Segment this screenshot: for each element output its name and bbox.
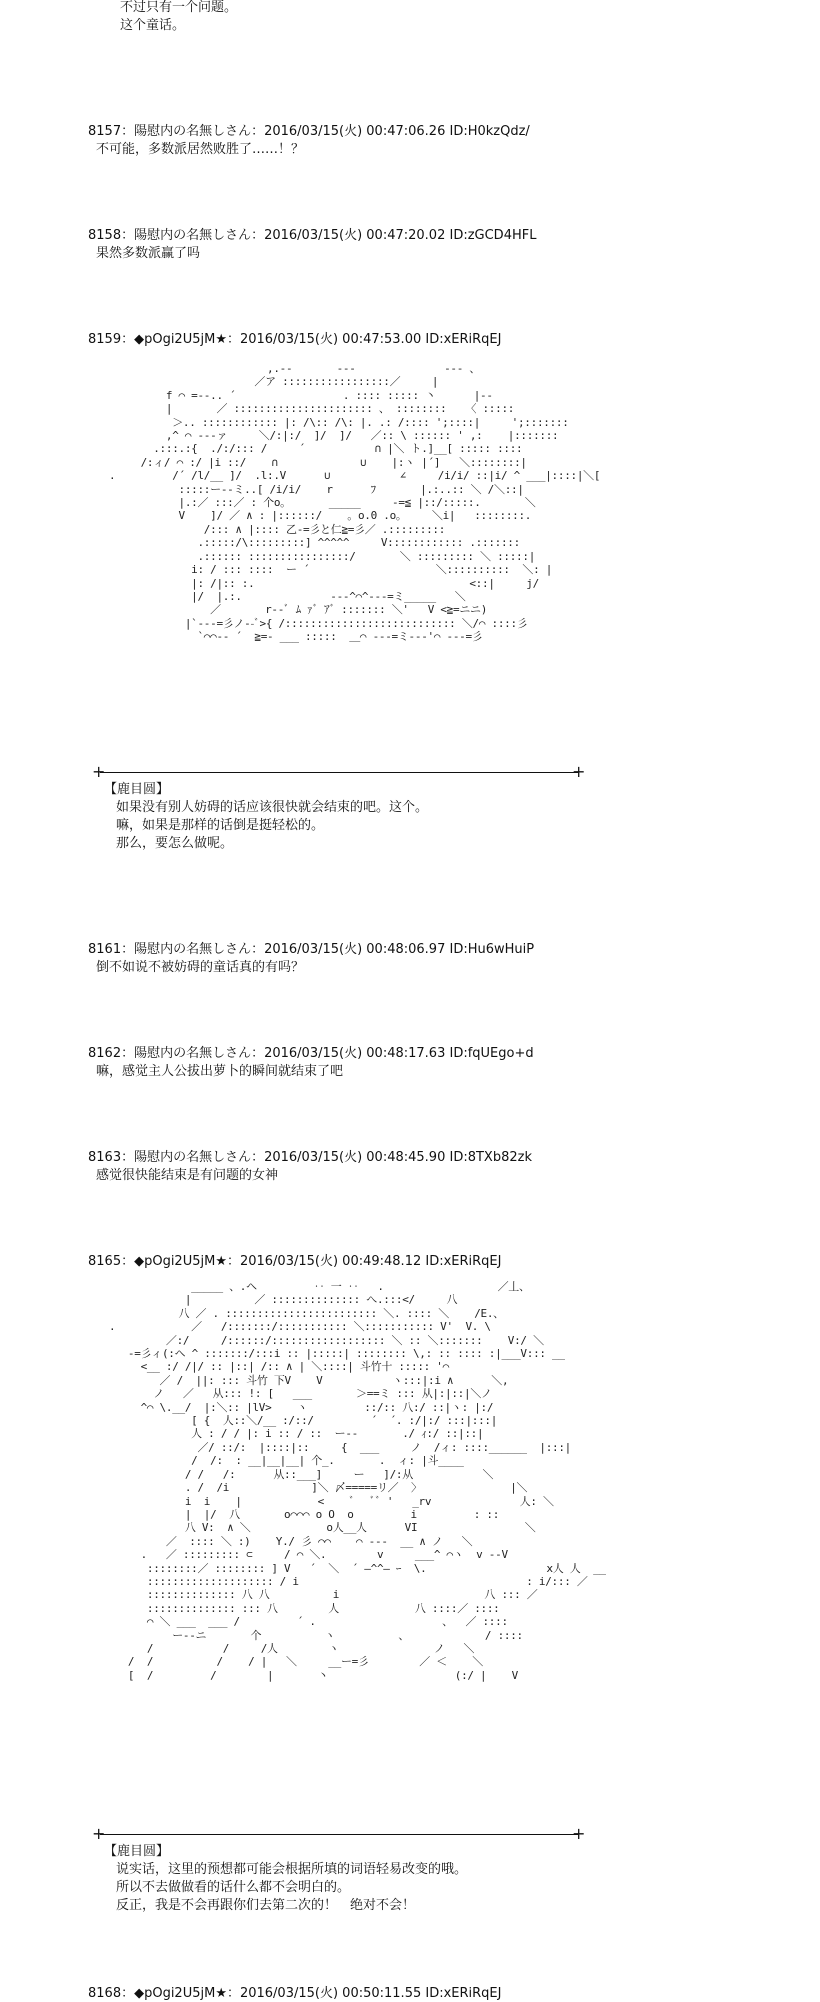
dialog-line: 嘛，如果是那样的话倒是挺轻松的。 (116, 818, 325, 833)
post-header: 8161：陽慰内の名無しさん：2016/03/15(火) 00:48:06.97 ID:Hu6wHuiP (88, 942, 535, 957)
post-body-line: 果然多数派赢了吗 (96, 246, 201, 261)
dialog-line: 如果没有别人妨碍的话应该很快就会结束的吧。这个。 (116, 800, 429, 815)
post-body-line: 倒不如说不被妨碍的童话真的有吗？ (96, 960, 305, 975)
divider-cross-right: + (572, 1824, 586, 1843)
post-header: 8162：陽慰内の名無しさん：2016/03/15(火) 00:48:17.63 ID:fqUEgo+d (88, 1046, 534, 1061)
post-header: 8165：◆pOgi2U5jM★：2016/03/15(火) 00:49:48.12 ID:xERiRqEJ (88, 1254, 502, 1269)
top-line-2: 这个童话。 (120, 18, 186, 33)
post-header: 8158：陽慰内の名無しさん：2016/03/15(火) 00:47:20.02 ID:zGCD4HFL (88, 228, 537, 243)
post-header: 8159：◆pOgi2U5jM★：2016/03/15(火) 00:47:53.00 ID:xERiRqEJ (88, 332, 502, 347)
post-body-line: 不可能，多数派居然败胜了……！？ (96, 142, 305, 157)
divider-line (100, 772, 578, 773)
dialog-line: 说实话，这里的预想都可能会根据所填的词语轻易改变的哦。 (116, 1862, 468, 1877)
post-body-line: 嘛，感觉主人公拔出萝卜的瞬间就结束了吧 (96, 1064, 344, 1079)
dialog-line: 所以不去做做看的话什么都不会明白的。 (116, 1880, 351, 1895)
post-body-line: 感觉很快能结束是有问题的女神 (96, 1168, 279, 1183)
ascii-art: ,.-- --- --- 、 ／ア :::::::::::::::::／ | f ⌒ =--.. ´ . :::: ::::: 丶 |-- | ／ :::::::::::::::::::::: 、 :::::::: 〈 ::::: ＞.. :::::::::::: |: /\:: /\: |. .: /:::: ';::::| ';::::::: ,^ ⌒ ---ァ ＼/:|:/ ]/ ]/ ／:: \ :::::: ' ,: |::::::: .:::.:{ ./:/::: / ´ ∩ |＼ ト.]__[ ::::: :::: /:ィ/ ⌒ :/ |i ::/ ∩ ∪ |:ヽ |´] ＼::::::::| . /´ /l/__ ]/ .l:.V ∪ ∠ /i/i/ ::|i/ ^ ___|::::|＼[ :::::ー--ミ..[ /i/i/ r ﾌ |.:..:: ＼ /＼::| |.:／ :::／ : 个o。 _____ -=≦ |::/:::::. ＼ V ]/ ／ ∧ : |::::::/ 。o.0 .o。 ＼i| ::::::::. /::: ∧ |:::: 乙-=彡と仁≧=彡／ .::::::::: .:::::/\:::::::::] ^^^^^ V:::::::::::: .::::::: .:::::: ::::::::::::::::/ ＼ ::::::::: ＼ :::::| i: / ::: :::: ー ´ ＼:::::::::: ＼: | |: /|:: :. <::| j/ |/ |.:. ---^⌒^---=ミ_____ ＼ ／ r--ﾞ ﾑ ｧﾞ ｱﾞ ::::::: ＼' V <≧=ニニ) |`---=彡ノ--ﾞ>{ /::::::::::::::::::::::::::: ＼/⌒ ::::彡 `⌒⌒-- ´ ≧=- ___ ::::: ＿⌒ ---=ミ---'⌒ ---=彡 (108, 362, 601, 644)
post-header: 8168：◆pOgi2U5jM★：2016/03/15(火) 00:50:11.55 ID:xERiRqEJ (88, 1986, 502, 2001)
divider-cross-left: + (92, 762, 106, 781)
dialog-speaker: 【鹿目圆】 (104, 1844, 170, 1859)
dialog-line: 反正，我是不会再跟你们去第二次的！ 绝对不会！ (116, 1898, 416, 1913)
top-line-1: 不过只有一个问题。 (120, 0, 238, 15)
post-header: 8163：陽慰内の名無しさん：2016/03/15(火) 00:48:45.90 ID:8TXb82zk (88, 1150, 532, 1165)
page (8, 0, 820, 2000)
divider-line (100, 1834, 578, 1835)
dialog-line: 那么，要怎么做呢。 (116, 836, 234, 851)
divider-cross-left: + (92, 1824, 106, 1843)
ascii-art: _____ 、.ヘ ‥ 一 ‥ . ／丄、 | ／ :::::::::::::: へ.:::</ 八 八 ／ . :::::::::::::::::::::::: ＼. :::: ＼ /E.、 . ／ /:::::::/::::::::::: ＼::::::::::: V' V. \ ／:/ /::::::/:::::::::::::::::: ＼ :: ＼::::::: V:/ ＼ -=彡ィ(:ヘ ^ :::::::/:::i :: |:::::| :::::::: \,: :: :::: :|___V::: __ <__ :/ /|/ :: |::| /:: ∧ | ＼::::| 斗竹十 ::::: '⌒ ／ / ||: ::: 斗竹 下V V ヽ:::|:i ∧ ＼, ノ ／ 从::: !: [ ___ ＞==ミ ::: 从|:|::|＼ノ ^⌒ \.__/ |:＼:: |lV> ヽ ::/:: 八:/ ::|ヽ: |:/ [ { 人::＼/__ :/::/ ´ ´. :/|:/ :::|:::| 人 : / / |: i :: / :: ー-- ./ ｨ:/ ::|::| ／/ ::/: |::::|:: { ___ ノ /ィ: ::::______ |:::| / /: : __|__|__| 个_. . ィ: |斗____ / / /: 从::___] ー ]/:从 ＼ . / /i ]＼ 〆=====リ／ 〉 |＼ i i | < ﾞ ﾞﾞ ' _rv 人: ＼ | |/ 八 o⌒⌒⌒ o O o i : :: 八 V: ∧ ＼ o人__人 VI ＼ ／ :::: ＼ :) Y./ 彡 ⌒⌒ ⌒ --- __ ∧ ノ ＼ . ／ ::::::::: ⊂ / ⌒ ＼. v ___^ ⌒ヽ v --V ::::::::／ :::::::: ] V ´ ＼ ´ ‒^^‒ ｰ \. ⅹ人 人 __ :::::::::::::::::::: / i : i/::: ／ :::::::::::::: 八 八 i 八 ::: ／ :::::::::::::: ::: 八 人 八 ::::／ :::: ⌒ ＼ ___ ___ / ´ . 、 ／ :::: ー--ニ 个 ヽ 、 / :::: / / /人 ヽ ノ ＼ / / / / | ＼ __ー=彡 ／ ＜ ＼ [ / / | 丶 (:/ | V (108, 1280, 606, 1682)
post-header: 8157：陽慰内の名無しさん：2016/03/15(火) 00:47:06.26 ID:H0kzQdz/ (88, 124, 530, 139)
dialog-speaker: 【鹿目圆】 (104, 782, 170, 797)
divider-cross-right: + (572, 762, 586, 781)
